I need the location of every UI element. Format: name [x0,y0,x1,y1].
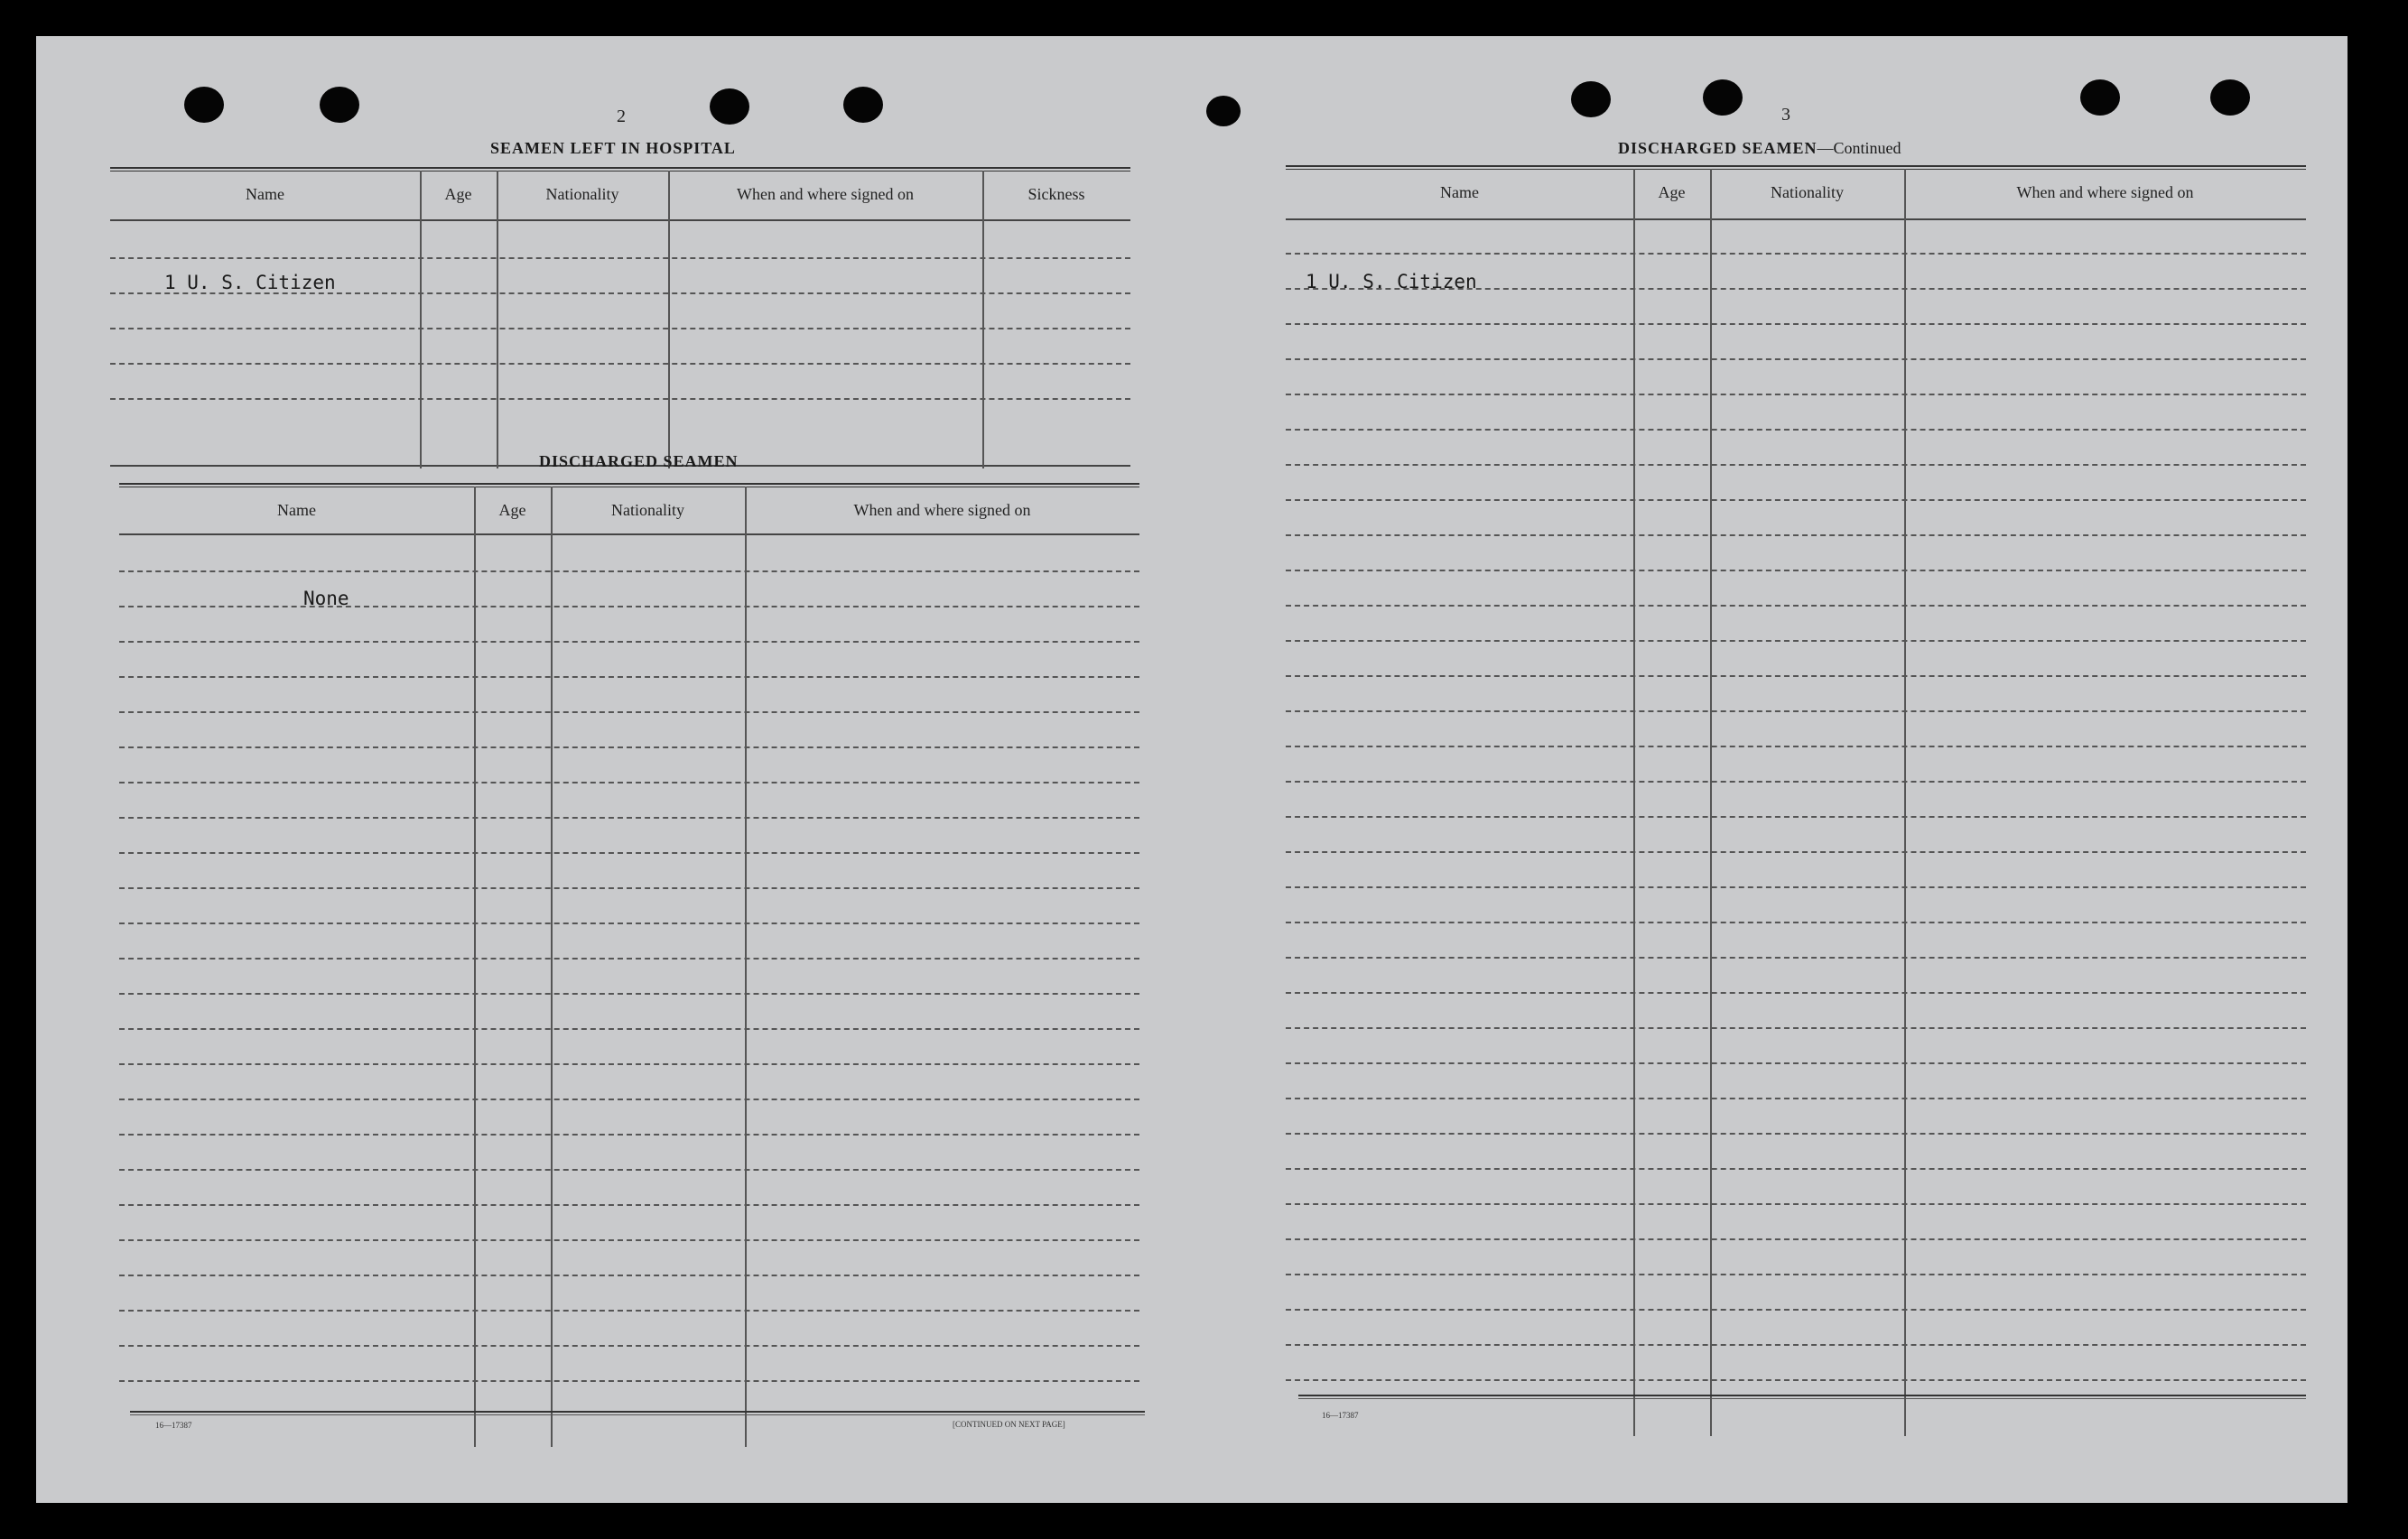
discharged-entry-name: None [303,588,349,609]
column-header-nationality: Nationality [1771,182,1844,201]
discharged-title-suffix: —Continued [1817,139,1901,157]
punch-hole [2080,79,2120,116]
punch-hole [843,87,883,123]
punch-hole [1703,79,1743,116]
continued-note: [CONTINUED ON NEXT PAGE] [953,1420,1065,1429]
form-number-left: 16—17387 [155,1421,192,1430]
punch-hole [710,88,749,125]
column-header-age: Age [498,500,526,519]
hospital-entry-name: 1 U. S. Citizen [164,272,336,293]
document-sheet [36,36,2348,1503]
punch-hole [320,87,359,123]
form-number-right: 16—17387 [1322,1411,1359,1420]
bottom-rule-left [130,1411,1145,1415]
discharged-continued-title [1618,139,1901,158]
column-header-signed-on: When and where signed on [853,500,1031,519]
column-header-name: Name [1440,182,1479,201]
hospital-section-title: SEAMEN LEFT IN HOSPITAL [490,139,736,157]
punch-hole [1571,81,1611,117]
punch-hole [2210,79,2250,116]
hospital-table [110,167,1130,468]
punch-hole [1206,96,1241,126]
column-header-sickness: Sickness [1027,184,1085,203]
column-header-nationality: Nationality [545,184,619,203]
discharged-section-title: DISCHARGED SEAMEN [539,452,739,470]
discharged-continued-entry: 1 U. S. Citizen [1306,271,1477,292]
column-header-name: Name [277,500,316,519]
column-header-age: Age [1658,182,1686,201]
column-header-age: Age [444,184,472,203]
discharged-table-left [119,483,1139,1447]
discharged-table-right [1286,165,2306,1436]
column-header-name: Name [246,184,284,203]
column-header-signed-on: When and where signed on [2016,182,2194,201]
bottom-rule-right [1298,1395,2306,1399]
column-header-signed-on: When and where signed on [737,184,914,203]
discharged-title-main: DISCHARGED SEAMEN [1618,139,1818,157]
page-number-left: 2 [617,107,626,126]
page-number-right: 3 [1781,105,1790,125]
punch-hole [184,87,224,123]
column-header-nationality: Nationality [611,500,684,519]
